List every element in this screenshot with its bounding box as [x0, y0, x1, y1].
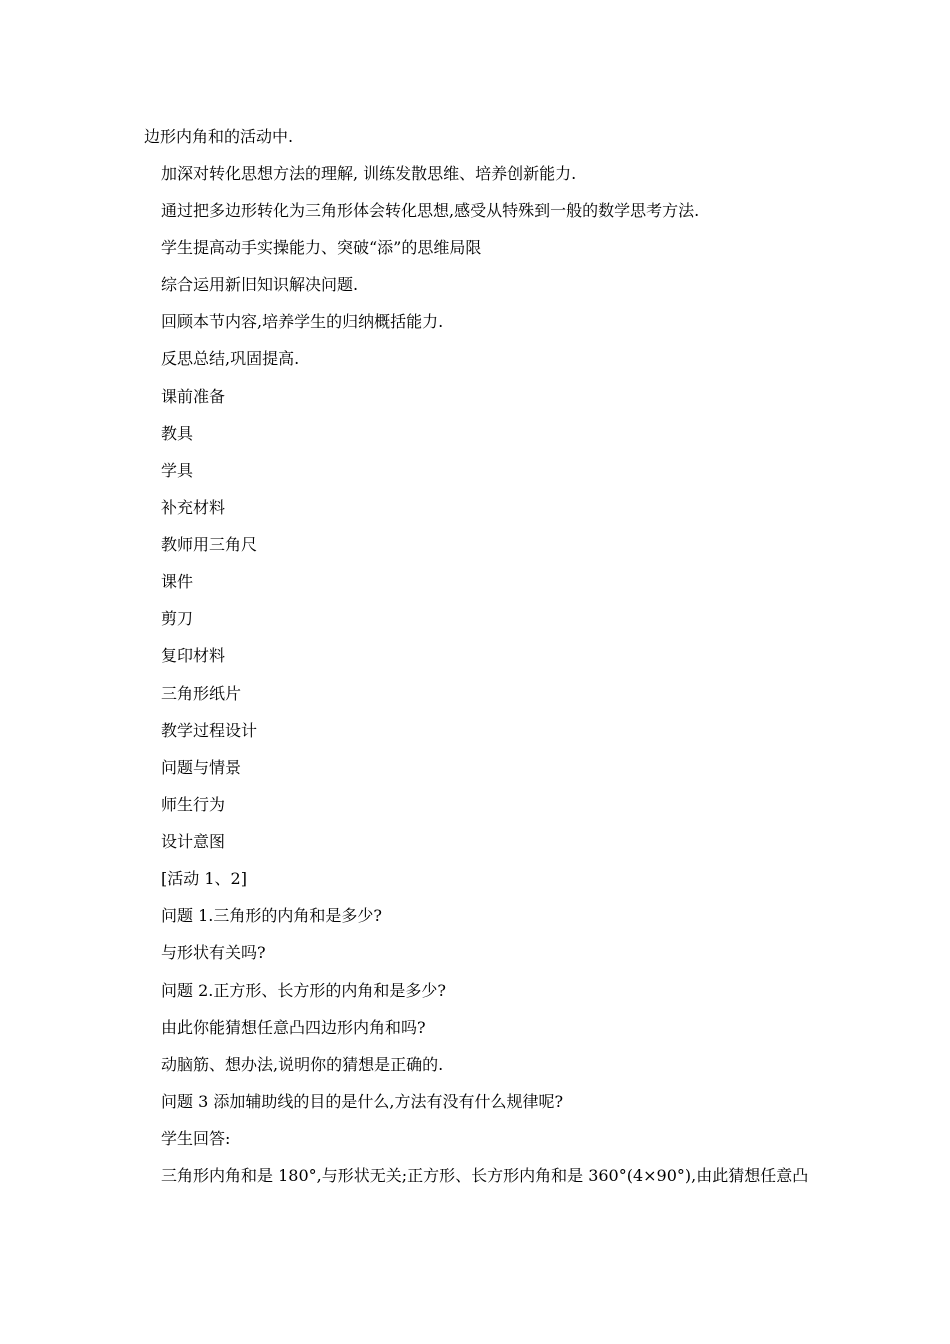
text-line: 教师用三角尺: [161, 535, 258, 554]
text-line: 反思总结,巩固提高.: [161, 349, 300, 368]
text-line: 问题 2.正方形、长方形的内角和是多少?: [161, 981, 446, 1000]
section-heading: 课前准备: [161, 387, 226, 406]
text-line: 与形状有关吗?: [161, 943, 266, 962]
text-line: 动脑筋、想办法,说明你的猜想是正确的.: [161, 1055, 444, 1074]
text-line: 学生提高动手实操能力、突破“添”的思维局限: [161, 238, 482, 257]
text-line: 边形内角和的活动中.: [144, 127, 294, 146]
text-line: 由此你能猜想任意凸四边形内角和吗?: [161, 1018, 426, 1037]
text-line: 三角形内角和是 180°,与形状无关;正方形、长方形内角和是 360°(4×90°),由此猜想任意凸: [161, 1166, 809, 1185]
section-heading: 教学过程设计: [161, 721, 258, 740]
activity-label: [活动 1、2]: [161, 869, 247, 888]
text-line: 三角形纸片: [161, 684, 242, 703]
text-line: 设计意图: [161, 832, 226, 851]
text-line: 补充材料: [161, 498, 226, 517]
text-line: 综合运用新旧知识解决问题.: [161, 275, 359, 294]
text-line: 问题 3 添加辅助线的目的是什么,方法有没有什么规律呢?: [161, 1092, 564, 1111]
text-line: 师生行为: [161, 795, 226, 814]
text-line: 问题 1.三角形的内角和是多少?: [161, 906, 382, 925]
text-line: 学具: [161, 461, 194, 480]
text-line: 教具: [161, 424, 194, 443]
text-line: 回顾本节内容,培养学生的归纳概括能力.: [161, 312, 444, 331]
text-line: 加深对转化思想方法的理解, 训练发散思维、培养创新能力.: [161, 164, 577, 183]
text-line: 复印材料: [161, 646, 226, 665]
text-line: 学生回答:: [161, 1129, 231, 1148]
text-line: 问题与情景: [161, 758, 242, 777]
text-line: 通过把多边形转化为三角形体会转化思想,感受从特殊到一般的数学思考方法.: [161, 201, 700, 220]
text-line: 剪刀: [161, 609, 194, 628]
text-line: 课件: [161, 572, 194, 591]
